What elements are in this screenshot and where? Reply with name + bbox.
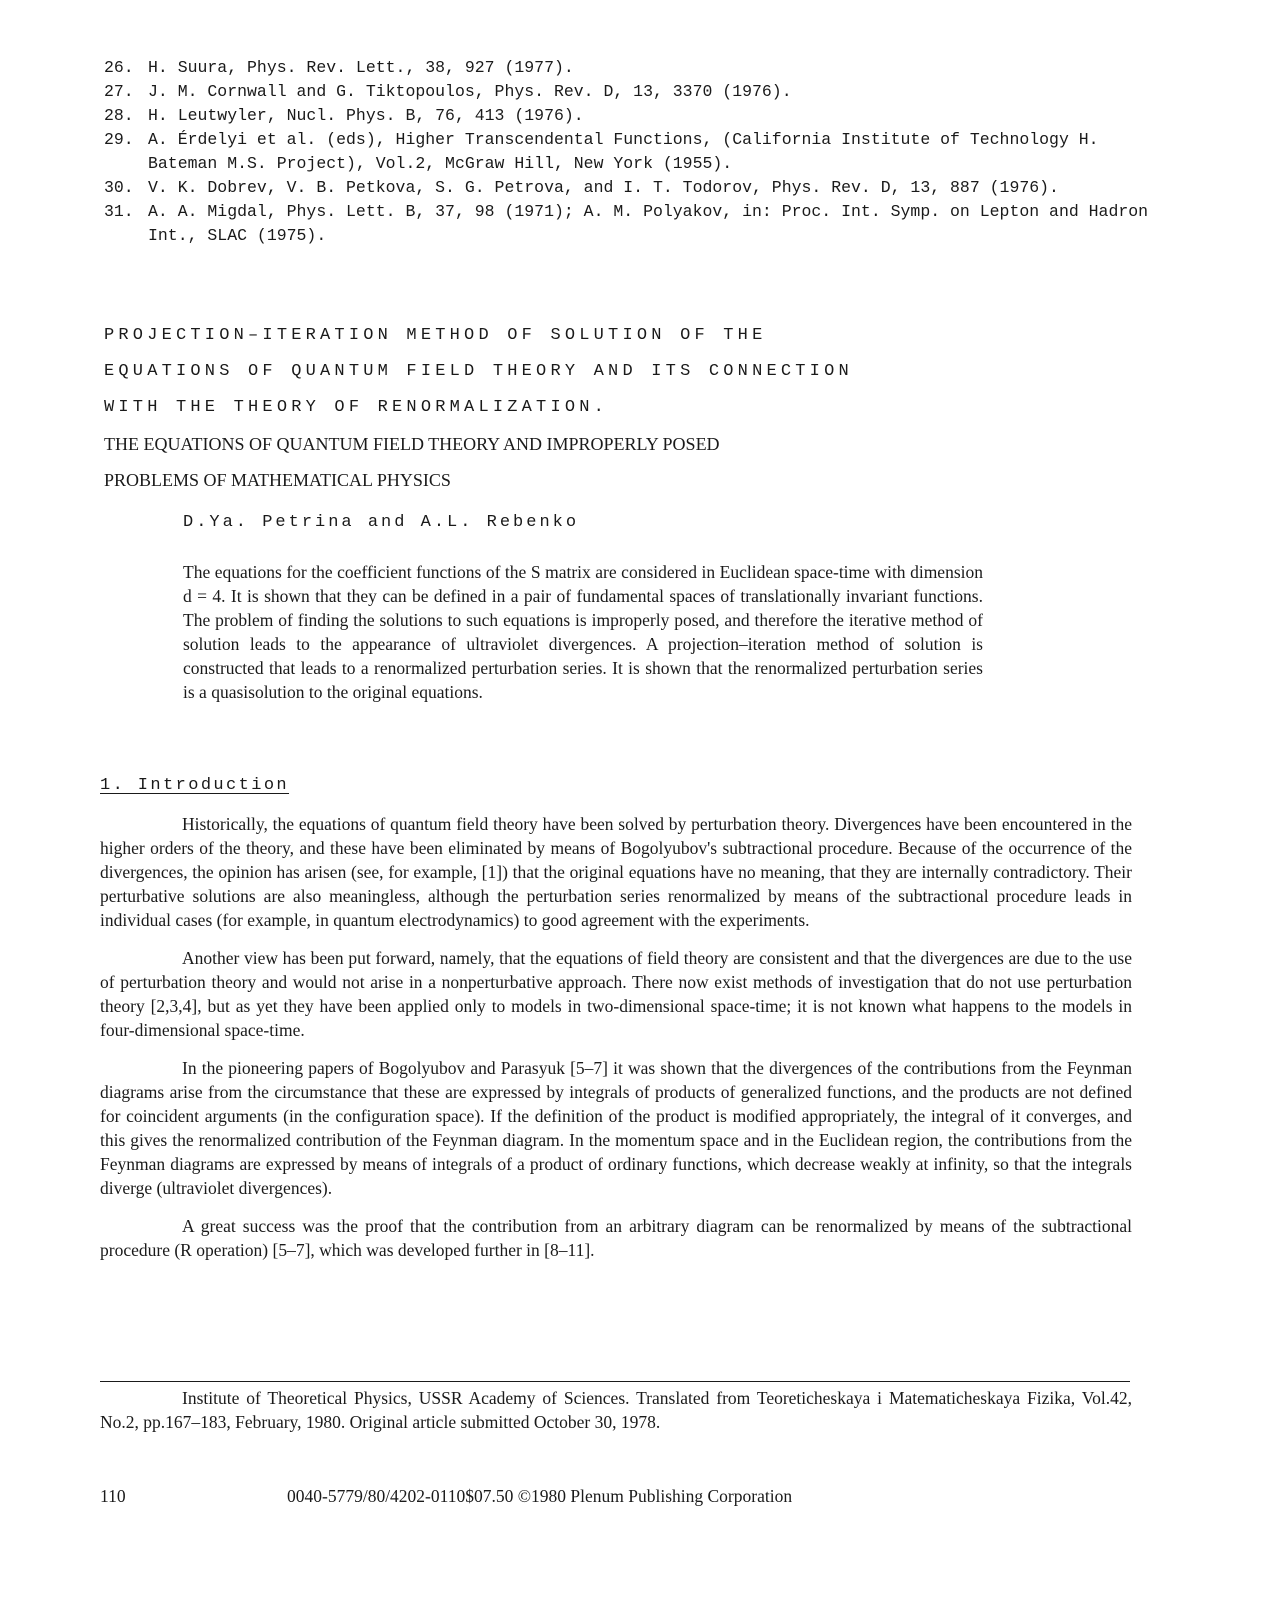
reference-text: A. Érdelyi et al. (eds), Higher Transcendental Functions, (California Institute of Technology H. Bateman M.S. Project), Vol.2, McGraw Hill, New York (1955). [148,130,1099,173]
reference-number: 26. [104,58,134,77]
page-number: 110 [100,1486,126,1506]
footnote-divider [100,1381,1130,1382]
reference-item [104,80,1164,104]
reference-list [104,56,1164,248]
reference-number: 29. [104,130,134,149]
body-paragraph: A great success was the proof that the contribution from an arbitrary diagram can be renormalized by means of the subtractional procedure (R operation) [5–7], which was developed further in [8–11]. [100,1216,1132,1260]
section-body [100,812,1132,1276]
reference-text: H. Leutwyler, Nucl. Phys. B, 76, 413 (1976). [148,106,584,125]
section-heading: 1. Introduction [100,776,290,795]
reference-number: 27. [104,82,134,101]
reference-item [104,200,1164,248]
body-paragraph: In the pioneering papers of Bogolyubov and Parasyuk [5–7] it was shown that the divergences of the contributions from the Feynman diagrams arise from the circumstance that these are expressed by integrals of products of generalized functions, and the products are not defined for coincident arguments (in the configuration space). If the definition of the product is modified appropriately, the integral of it converges, and this gives the renormalized contribution of the Feynman diagram. In the momentum space and in the Euclidean region, the contributions from the Feynman diagrams are expressed by means of integrals of a product of ordinary functions, which decrease weakly at infinity, so that the integrals diverge (ultraviolet divergences). [100,1058,1132,1198]
title-line: EQUATIONS OF QUANTUM FIELD THEORY AND ITS CONNECTION [104,362,853,381]
reference-item [104,176,1164,200]
subtitle-line: PROBLEMS OF MATHEMATICAL PHYSICS [104,470,451,490]
authors: D.Ya. Petrina and A.L. Rebenko [183,513,580,532]
title-line: WITH THE THEORY OF RENORMALIZATION. [104,398,609,417]
reference-number: 30. [104,178,134,197]
reference-item [104,128,1164,176]
reference-text: A. A. Migdal, Phys. Lett. B, 37, 98 (1971); A. M. Polyakov, in: Proc. Int. Symp. on Lepton and Hadron Int., SLAC (1975). [148,202,1149,245]
subtitle-line: THE EQUATIONS OF QUANTUM FIELD THEORY AND IMPROPERLY POSED [104,434,720,454]
reference-item [104,104,1164,128]
reference-text: J. M. Cornwall and G. Tiktopoulos, Phys. Rev. D, 13, 3370 (1976). [148,82,792,101]
body-paragraph: Historically, the equations of quantum field theory have been solved by perturbation theory. Divergences have been encountered in the higher orders of the theory, and these have been eliminated by means of Bogolyubov's subtractional procedure. Because of the occurrence of the divergences, the opinion has arisen (see, for example, [1]) that the original equations have no meaning, that they are internally contradictory. Their perturbative solutions are also meaningless, although the perturbation series renormalized by means of the subtractional procedure leads in individual cases (for example, in quantum electrodynamics) to good agreement with the experiments. [100,814,1132,930]
footnote: Institute of Theoretical Physics, USSR Academy of Sciences. Translated from Teoreticheskaya i Matematicheskaya Fizika, Vol.42, No.2, pp.167–183, February, 1980. Original article submitted October 30, 1978. [100,1388,1132,1432]
abstract: The equations for the coefficient functions of the S matrix are considered in Euclidean space-time with dimension d = 4. It is shown that they can be defined in a pair of fundamental spaces of translationally invariant functions. The problem of finding the solutions to such equations is improperly posed, and therefore the iterative method of solution leads to the appearance of ultraviolet divergences. A projection–iteration method of solution is constructed that leads to a renormalized perturbation series. It is shown that the renormalized perturbation series is a quasisolution to the original equations. [183,562,983,702]
copyright-line: 0040-5779/80/4202-0110$07.50 ©1980 Plenum Publishing Corporation [287,1486,793,1506]
reference-text: V. K. Dobrev, V. B. Petkova, S. G. Petrova, and I. T. Todorov, Phys. Rev. D, 13, 887 (1976). [148,178,1059,197]
body-paragraph: Another view has been put forward, namely, that the equations of field theory are consistent and that the divergences are due to the use of perturbation theory and would not arise in a nonperturbative approach. There now exist methods of investigation that do not use perturbation theory [2,3,4], but as yet they have been applied only to models in two-dimensional space-time; it is not known what happens to the models in four-dimensional space-time. [100,948,1132,1040]
reference-number: 31. [104,202,134,221]
reference-text: H. Suura, Phys. Rev. Lett., 38, 927 (1977). [148,58,574,77]
title-line: PROJECTION–ITERATION METHOD OF SOLUTION OF THE [104,326,767,345]
reference-number: 28. [104,106,134,125]
article-title [104,318,1104,498]
reference-item [104,56,1164,80]
